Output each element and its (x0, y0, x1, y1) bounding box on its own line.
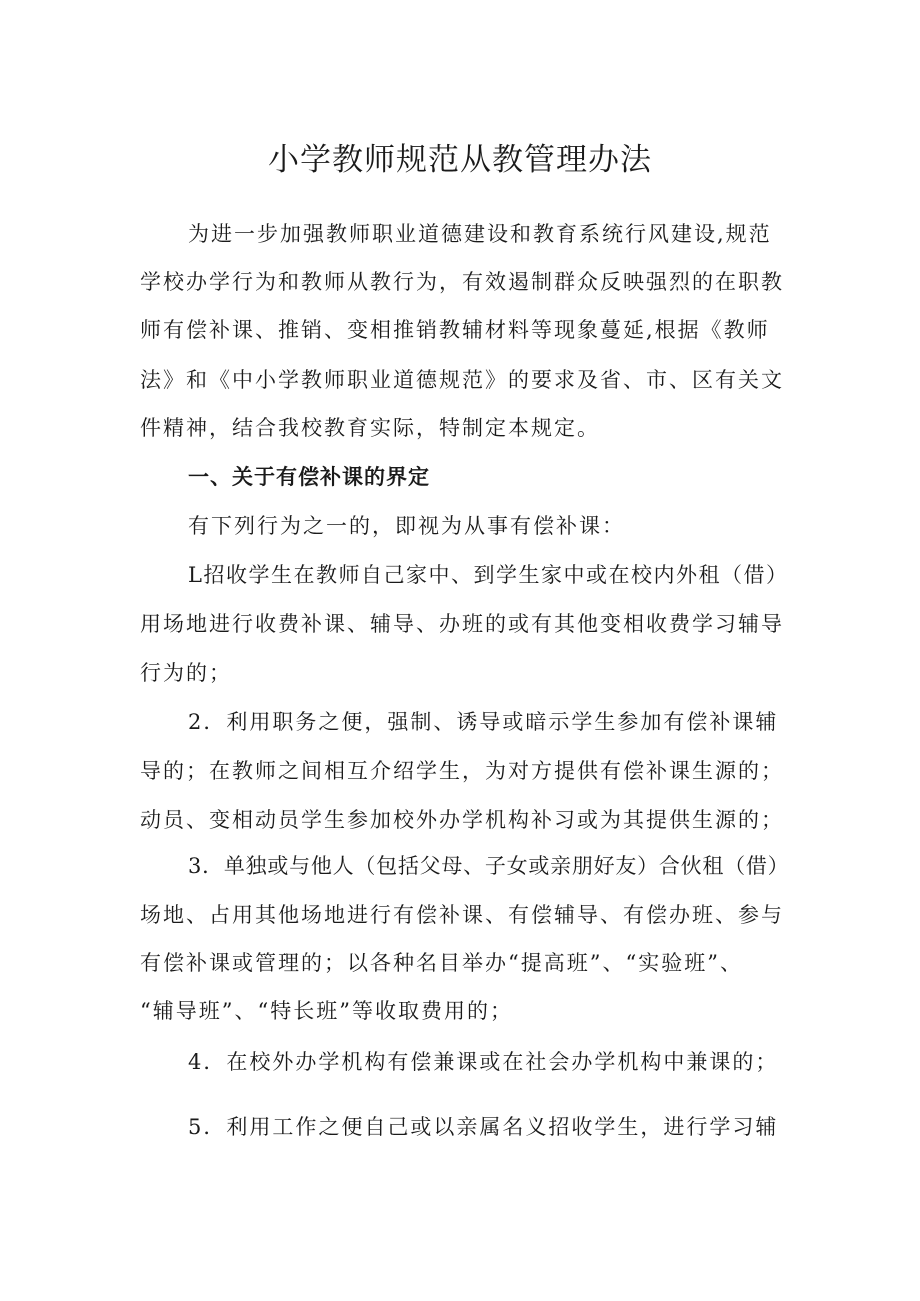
intro-line-4: 法》和《中小学教师职业道德规范》的要求及省、市、区有关文 (140, 368, 784, 392)
item-2-line-1: 2．利用职务之便，强制、诱导或暗示学生参加有偿补课辅 (188, 710, 779, 734)
item-3-line-1: 3．单独或与他人（包括父母、子女或亲朋好友）合伙租（借） (188, 854, 790, 878)
item-1-line-3: 行为的； (140, 661, 232, 685)
intro-line-1: 为进一步加强教师职业道德建设和教育系统行风建设,规范 (188, 222, 772, 246)
intro-line-2: 学校办学行为和教师从教行为，有效遏制群众反映强烈的在职教 (140, 270, 784, 294)
intro-line-5: 件精神，结合我校教育实际，特制定本规定。 (140, 416, 600, 440)
section-lead: 有下列行为之一的，即视为从事有偿补课： (188, 514, 625, 538)
item-3-line-4: “辅导班”、“特长班”等收取费用的； (140, 999, 513, 1023)
item-4-line-1: 4．在校外办学机构有偿兼课或在社会办学机构中兼课的； (188, 1050, 779, 1074)
document-title: 小学教师规范从教管理办法 (268, 142, 652, 178)
item-1-line-1: L招收学生在教师自己家中、到学生家中或在校内外租（借） (188, 563, 789, 587)
section-heading: 一、关于有偿补课的界定 (188, 465, 430, 489)
item-3-line-2: 场地、占用其他场地进行有偿补课、有偿辅导、有偿办班、参与 (140, 903, 784, 927)
item-2-line-3: 动员、变相动员学生参加校外办学机构补习或为其提供生源的； (140, 808, 784, 832)
item-3-line-3: 有偿补课或管理的；以各种名目举办“提高班”、“实验班”、 (140, 951, 743, 975)
item-2-line-2: 导的；在教师之间相互介绍学生，为对方提供有偿补课生源的； (140, 759, 784, 783)
item-5-line-1: 5．利用工作之便自己或以亲属名义招收学生，进行学习辅 (188, 1115, 779, 1139)
intro-line-3: 师有偿补课、推销、变相推销教辅材料等现象蔓延,根据《教师 (140, 318, 770, 342)
item-1-line-2: 用场地进行收费补课、辅导、办班的或有其他变相收费学习辅导 (140, 612, 784, 636)
